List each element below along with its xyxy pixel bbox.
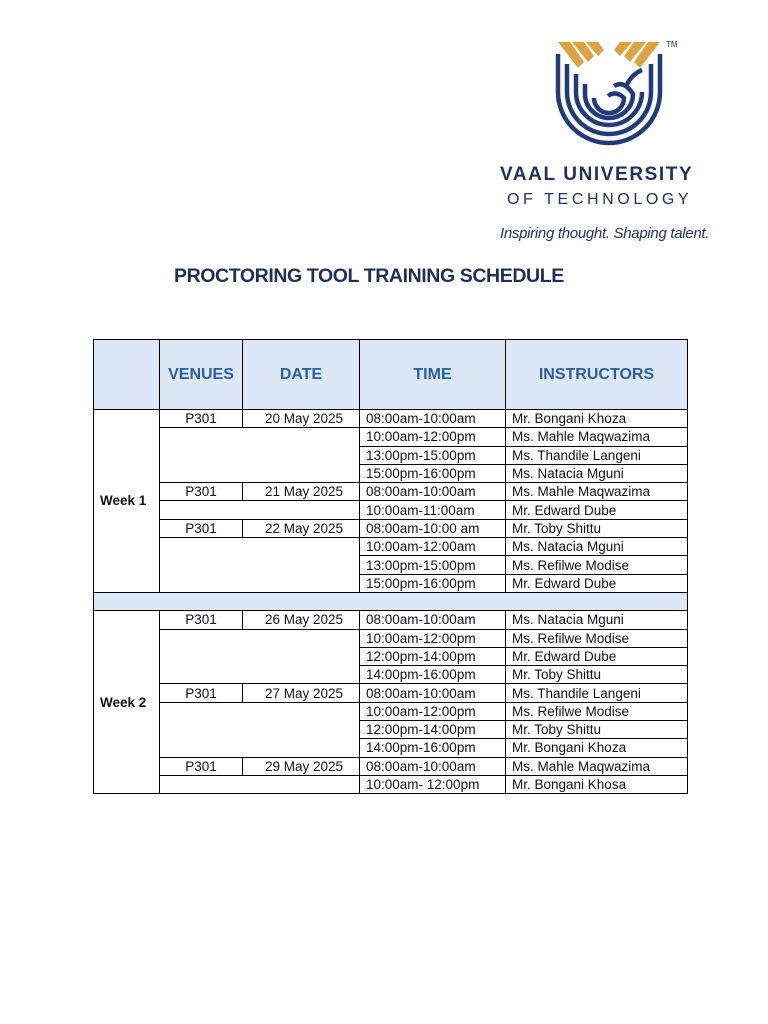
column-header-week	[94, 340, 160, 410]
week-label: Week 2	[94, 611, 160, 794]
empty-merged-cell	[160, 538, 360, 593]
separator-cell	[94, 592, 688, 610]
week-separator-row	[94, 592, 688, 610]
instructor-cell: Ms. Natacia Mguni	[506, 538, 688, 556]
trademark-mark: TM	[666, 40, 678, 49]
table-row	[94, 538, 688, 556]
instructor-cell: Mr. Edward Dube	[506, 647, 688, 665]
instructor-cell: Mr. Edward Dube	[506, 574, 688, 592]
time-cell: 08:00am-10:00am	[360, 684, 506, 702]
time-cell: 15:00pm-16:00pm	[360, 574, 506, 592]
column-header-instructors: INSTRUCTORS	[506, 340, 688, 410]
time-cell: 10:00am-11:00am	[360, 501, 506, 519]
venue-cell: P301	[160, 611, 243, 629]
date-cell: 29 May 2025	[243, 757, 360, 775]
university-tagline: Inspiring thought. Shaping talent.	[500, 225, 710, 242]
time-cell: 10:00am-12:00am	[360, 538, 506, 556]
time-cell: 10:00am- 12:00pm	[360, 775, 506, 793]
date-cell: 21 May 2025	[243, 483, 360, 501]
venue-cell: P301	[160, 757, 243, 775]
table-row	[94, 684, 688, 702]
page-title: PROCTORING TOOL TRAINING SCHEDULE	[174, 265, 564, 287]
time-cell: 14:00pm-16:00pm	[360, 666, 506, 684]
instructor-cell: Mr. Edward Dube	[506, 501, 688, 519]
time-cell: 10:00am-12:00pm	[360, 702, 506, 720]
instructor-cell: Ms. Refilwe Modise	[506, 629, 688, 647]
time-cell: 15:00pm-16:00pm	[360, 464, 506, 482]
table-header-row	[94, 340, 688, 410]
empty-merged-cell	[160, 629, 360, 684]
instructor-cell: Ms. Thandile Langeni	[506, 684, 688, 702]
date-cell: 20 May 2025	[243, 410, 360, 428]
table-row	[94, 483, 688, 501]
instructor-cell: Ms. Natacia Mguni	[506, 611, 688, 629]
time-cell: 08:00am-10:00am	[360, 611, 506, 629]
vut-emblem-icon	[554, 40, 664, 148]
date-cell: 26 May 2025	[243, 611, 360, 629]
university-name-line2: OF TECHNOLOGY	[507, 191, 693, 208]
venue-cell: P301	[160, 410, 243, 428]
instructor-cell: Mr. Toby Shittu	[506, 519, 688, 537]
time-cell: 08:00am-10:00am	[360, 483, 506, 501]
column-header-venues: VENUES	[160, 340, 243, 410]
table-row	[94, 702, 688, 720]
instructor-cell: Mr. Bongani Khosa	[506, 775, 688, 793]
column-header-date: DATE	[243, 340, 360, 410]
time-cell: 08:00am-10:00am	[360, 410, 506, 428]
week-label: Week 1	[94, 410, 160, 593]
time-cell: 14:00pm-16:00pm	[360, 739, 506, 757]
table-row	[94, 611, 688, 629]
column-header-time: TIME	[360, 340, 506, 410]
instructor-cell: Ms. Mahle Maqwazima	[506, 483, 688, 501]
training-schedule-table	[93, 339, 688, 794]
time-cell: 12:00pm-14:00pm	[360, 721, 506, 739]
time-cell: 08:00am-10:00am	[360, 757, 506, 775]
date-cell: 27 May 2025	[243, 684, 360, 702]
time-cell: 12:00pm-14:00pm	[360, 647, 506, 665]
instructor-cell: Ms. Mahle Maqwazima	[506, 757, 688, 775]
instructor-cell: Mr. Toby Shittu	[506, 721, 688, 739]
instructor-cell: Ms. Mahle Maqwazima	[506, 428, 688, 446]
instructor-cell: Mr. Toby Shittu	[506, 666, 688, 684]
table-row	[94, 428, 688, 446]
empty-merged-cell	[160, 775, 360, 793]
time-cell: 10:00am-12:00pm	[360, 428, 506, 446]
venue-cell: P301	[160, 684, 243, 702]
table-row	[94, 501, 688, 519]
empty-merged-cell	[160, 702, 360, 757]
venue-cell: P301	[160, 483, 243, 501]
time-cell: 08:00am-10:00 am	[360, 519, 506, 537]
instructor-cell: Mr. Bongani Khoza	[506, 739, 688, 757]
venue-cell: P301	[160, 519, 243, 537]
instructor-cell: Ms. Refilwe Modise	[506, 556, 688, 574]
university-name-line1: VAAL UNIVERSITY	[500, 164, 694, 185]
instructor-cell: Ms. Thandile Langeni	[506, 446, 688, 464]
instructor-cell: Mr. Bongani Khoza	[506, 410, 688, 428]
instructor-cell: Ms. Refilwe Modise	[506, 702, 688, 720]
instructor-cell: Ms. Natacia Mguni	[506, 464, 688, 482]
table-row	[94, 629, 688, 647]
empty-merged-cell	[160, 428, 360, 483]
table-row	[94, 775, 688, 793]
date-cell: 22 May 2025	[243, 519, 360, 537]
university-logo	[498, 40, 728, 250]
table-row	[94, 757, 688, 775]
table-row	[94, 410, 688, 428]
time-cell: 13:00pm-15:00pm	[360, 556, 506, 574]
time-cell: 13:00pm-15:00pm	[360, 446, 506, 464]
time-cell: 10:00am-12:00pm	[360, 629, 506, 647]
empty-merged-cell	[160, 501, 360, 519]
table-row	[94, 519, 688, 537]
